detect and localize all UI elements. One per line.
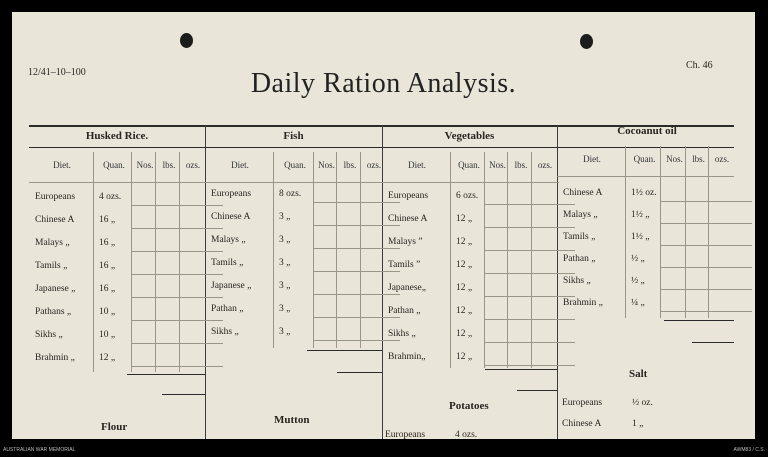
row-diet: Brahmin„	[388, 352, 426, 362]
salt-row-quan: 1 „	[632, 419, 644, 429]
block-end-rule	[664, 320, 734, 321]
row-quan: 1½ „	[631, 232, 650, 242]
section-divider	[382, 125, 383, 439]
row-quan: 10 „	[99, 330, 116, 340]
row-rule	[313, 225, 400, 226]
row-diet: Japanese „	[211, 281, 252, 291]
row-diet: Malays „	[563, 210, 598, 220]
row-quan: 12 „	[99, 353, 116, 363]
row-diet: Europeans	[388, 191, 429, 201]
row-quan: 12 „	[456, 260, 473, 270]
row-quan: 3 „	[279, 281, 291, 291]
mutton-heading: Mutton	[274, 414, 310, 426]
row-diet: Chinese A	[388, 214, 428, 224]
row-quan: 3 „	[279, 235, 291, 245]
column-header-quan: Quan.	[284, 160, 306, 170]
row-diet: Tamils „	[211, 258, 244, 268]
column-rule	[507, 152, 508, 368]
column-rule	[131, 152, 132, 372]
fish-heading: Fish	[283, 130, 304, 142]
flour-heading: Flour	[101, 421, 128, 433]
salt-heading: Salt	[629, 368, 648, 380]
row-rule	[313, 271, 400, 272]
row-rule	[484, 250, 575, 251]
block-end-rule	[307, 350, 382, 351]
column-header-lbs: lbs.	[162, 160, 176, 170]
row-diet: Malays „	[211, 235, 246, 245]
row-diet: Japanese „	[35, 284, 76, 294]
row-diet: Sikhs „	[35, 330, 63, 340]
column-rule	[531, 152, 532, 368]
potatoes-heading: Potatoes	[449, 400, 489, 412]
row-rule	[313, 340, 400, 341]
row-quan: 3 „	[279, 327, 291, 337]
column-header-diet: Diet.	[53, 160, 71, 170]
row-quan: 16 „	[99, 238, 116, 248]
footer-right: AWM83 / C.S.	[733, 447, 765, 453]
column-header-diet: Diet.	[583, 154, 601, 164]
vegetables-heading: Vegetables	[444, 130, 495, 142]
column-rule	[484, 152, 485, 368]
column-header-diet: Diet.	[408, 160, 426, 170]
husked-rice-heading: Husked Rice.	[85, 130, 149, 142]
column-header-nos: Nos.	[136, 160, 154, 170]
row-quan: 1½ oz.	[631, 188, 657, 198]
column-rule	[179, 152, 180, 372]
header-rule	[29, 182, 206, 183]
row-diet: Chinese A	[35, 215, 75, 225]
row-quan: 3 „	[279, 258, 291, 268]
row-rule	[131, 320, 223, 321]
block-end-rule	[127, 374, 205, 375]
row-rule	[660, 245, 752, 246]
row-diet: Malays „	[35, 238, 70, 248]
column-rule	[625, 146, 626, 318]
column-header-lbs: lbs.	[692, 154, 705, 164]
row-rule	[313, 317, 400, 318]
form-code: 12/41–10–100	[28, 67, 86, 78]
row-diet: Brahmin „	[563, 298, 603, 308]
row-quan: 3 „	[279, 304, 291, 314]
row-quan: 12 „	[456, 237, 473, 247]
punch-hole	[580, 34, 593, 49]
column-header-ozs: ozs.	[537, 160, 553, 170]
row-rule	[660, 223, 752, 224]
row-quan: 6 ozs.	[456, 191, 479, 201]
row-quan: 12 „	[456, 283, 473, 293]
section-divider	[557, 125, 558, 439]
row-diet: Malays ”	[388, 237, 423, 247]
row-rule	[313, 248, 400, 249]
header-rule	[557, 176, 734, 177]
row-quan: 1½ „	[631, 210, 650, 220]
row-quan: 12 „	[456, 214, 473, 224]
salt-row-diet: Chinese A	[562, 419, 602, 429]
row-rule	[131, 274, 223, 275]
row-diet: Sikhs „	[211, 327, 239, 337]
column-rule	[708, 146, 709, 318]
row-quan: 4 ozs.	[99, 192, 122, 202]
row-quan: 12 „	[456, 329, 473, 339]
column-header-quan: Quan.	[458, 160, 480, 170]
column-header-ozs: ozs.	[366, 160, 382, 170]
column-header-ozs: ozs.	[714, 154, 730, 164]
row-rule	[484, 342, 575, 343]
row-rule	[131, 297, 223, 298]
column-header-ozs: ozs.	[185, 160, 201, 170]
footer-left: AUSTRALIAN WAR MEMORIAL	[3, 447, 76, 453]
row-rule	[131, 366, 223, 367]
salt-row-quan: ½ oz.	[632, 398, 653, 408]
block-end-rule	[162, 394, 205, 395]
row-quan: ¼ „	[631, 298, 645, 308]
potatoes-quan: 4 ozs.	[455, 430, 478, 439]
row-rule	[660, 311, 752, 312]
chapter-label: Ch. 46	[686, 60, 713, 71]
row-quan: ½ „	[631, 254, 645, 264]
row-rule	[313, 294, 400, 295]
row-diet: Pathan „	[563, 254, 596, 264]
row-rule	[484, 319, 575, 320]
row-diet: Europeans	[35, 192, 76, 202]
row-rule	[131, 205, 223, 206]
row-quan: 12 „	[456, 352, 473, 362]
row-diet: Pathan „	[388, 306, 421, 316]
row-quan: 16 „	[99, 261, 116, 271]
row-rule	[131, 251, 223, 252]
column-header-diet: Diet.	[231, 160, 249, 170]
row-rule	[660, 289, 752, 290]
section-divider	[205, 125, 206, 439]
column-rule	[660, 146, 661, 318]
block-end-rule	[337, 372, 382, 373]
row-diet: Sikhs „	[563, 276, 591, 286]
row-rule	[131, 343, 223, 344]
punch-hole	[180, 33, 193, 48]
header-rule	[382, 182, 559, 183]
row-diet: Pathan „	[211, 304, 244, 314]
row-quan: 10 „	[99, 307, 116, 317]
column-header-lbs: lbs.	[343, 160, 357, 170]
column-header-quan: Quan.	[633, 154, 656, 164]
coconut-oil-heading: Cocoanut oil	[617, 125, 677, 137]
row-diet: Japanese„	[388, 283, 426, 293]
row-rule	[484, 227, 575, 228]
column-header-quan: Quan.	[103, 160, 125, 170]
row-quan: 8 ozs.	[279, 189, 302, 199]
row-quan: ½ „	[631, 276, 645, 286]
row-rule	[131, 228, 223, 229]
page-title: Daily Ration Analysis.	[250, 68, 517, 99]
potatoes-diet: Europeans	[385, 430, 426, 439]
ration-form-sheet	[12, 12, 755, 439]
row-rule	[313, 202, 400, 203]
row-rule	[660, 267, 752, 268]
row-diet: Tamils „	[563, 232, 596, 242]
column-rule	[93, 152, 94, 372]
row-diet: Pathans „	[35, 307, 72, 317]
column-header-nos: Nos.	[666, 154, 683, 164]
row-diet: Europeans	[211, 189, 252, 199]
column-rule	[155, 152, 156, 372]
header-rule	[205, 182, 382, 183]
salt-row-diet: Europeans	[562, 398, 603, 408]
row-diet: Tamils ”	[388, 260, 421, 270]
row-quan: 16 „	[99, 215, 116, 225]
row-diet: Chinese A	[563, 188, 603, 198]
column-header-nos: Nos.	[489, 160, 506, 170]
block-end-rule	[692, 342, 734, 343]
block-end-rule	[517, 390, 557, 391]
row-rule	[484, 273, 575, 274]
row-quan: 16 „	[99, 284, 116, 294]
row-diet: Tamils „	[35, 261, 68, 271]
row-rule	[484, 296, 575, 297]
row-diet: Chinese A	[211, 212, 251, 222]
column-header-lbs: lbs.	[514, 160, 528, 170]
block-end-rule	[485, 369, 557, 370]
row-diet: Brahmin „	[35, 353, 75, 363]
row-quan: 12 „	[456, 306, 473, 316]
column-rule	[685, 146, 686, 318]
column-header-nos: Nos.	[318, 160, 335, 170]
row-quan: 3 „	[279, 212, 291, 222]
row-diet: Sikhs „	[388, 329, 416, 339]
row-rule	[660, 201, 752, 202]
column-rule	[450, 152, 451, 368]
row-rule	[484, 204, 575, 205]
row-rule	[484, 365, 575, 366]
